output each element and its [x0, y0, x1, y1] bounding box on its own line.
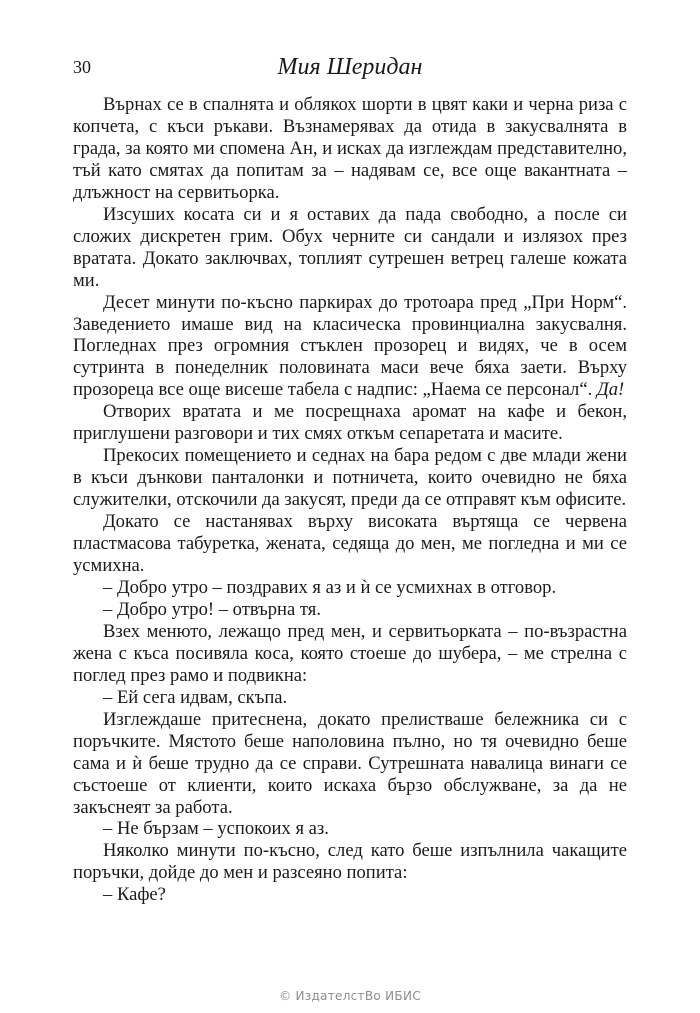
dialogue-line: – Кафе?	[103, 884, 166, 906]
paragraph	[73, 292, 627, 402]
italic-aside: Да!	[596, 379, 625, 401]
dialogue-line: – Добро утро – поздравих я аз и ѝ се усмихнах в отговор.	[103, 576, 557, 598]
paragraph: Докато се настанявах върху високата въртяща се червена пластмасова табуретка, жената, седяща до мен, ме погледна и ми се усмихна.	[73, 511, 627, 577]
dialogue-line: – Добро утро! – отвърна тя.	[103, 598, 321, 620]
dialogue-line: – Не бързам – успокоих я аз.	[103, 818, 329, 840]
page-number: 30	[73, 57, 91, 77]
dialogue-line: – Ей сега идвам, скъпа.	[103, 686, 288, 708]
paragraph: Взех менюто, лежащо пред мен, и сервитьорката – по-възрастна жена с къса посивяла коса, която стоеше до шубера, – ме стрелна с поглед през рамо и подвикна:	[73, 620, 627, 686]
paragraph-text: Десет минути по-късно паркирах до тротоара пред „При Норм“. Заведението имаше вид на класическа провинциална закусвалня. Погледнах през огромния стъклен прозорец и видях, че в осем сутринта в понеделник половината маси вече бяха заети. Върху прозореца все още висеше табела с надпис: „Наема се персонал“.	[73, 291, 627, 401]
paragraph: Няколко минути по-късно, след като беше изпълнила чакащите поръчки, дойде до мен и разсеяно попита:	[73, 840, 627, 884]
running-head-author: Мия Шеридан	[277, 54, 423, 80]
paragraph: Изсуших косата си и я оставих да пада свободно, а после си сложих дискретен грим. Обух черните си сандали и излязох през вратата. Докато заключвах, топлият сутрешен ветрец галеше кожата ми.	[73, 203, 627, 291]
paragraph: Изглеждаше притеснена, докато прелистваше бележника си с поръчките. Мястото беше наполовина пълно, но тя очевидно беше сама и ѝ беше трудно да се справи. Сутрешната навалица винаги се състоеше от клиенти, които искаха бързо обслужване, за да не закъснеят за работа.	[73, 708, 627, 818]
body-text	[73, 94, 627, 906]
paragraph: Прекосих помещението и седнах на бара редом с две млади жени в къси дънкови панталонки и потничета, които очевидно не бяха служителки, отскочили да закусят, преди да се отправят към офисите.	[73, 445, 627, 511]
paragraph: Върнах се в спалнята и облякох шорти в цвят каки и черна риза с копчета, с къси ръкави. Възнамерявах да отида в закусвалнята в града, за която ми спомена Ан, и исках да изглеждам представително, тъй като смятах да попитам за – надявам се, все още вакантната – длъжност на сервитьорка.	[73, 94, 627, 203]
paragraph: Отворих вратата и ме посрещнаха аромат на кафе и бекон, приглушени разговори и тих смях откъм сепаретата и масите.	[73, 401, 627, 445]
publisher-footer: © ИздателстВо ИБИС	[279, 989, 421, 1003]
